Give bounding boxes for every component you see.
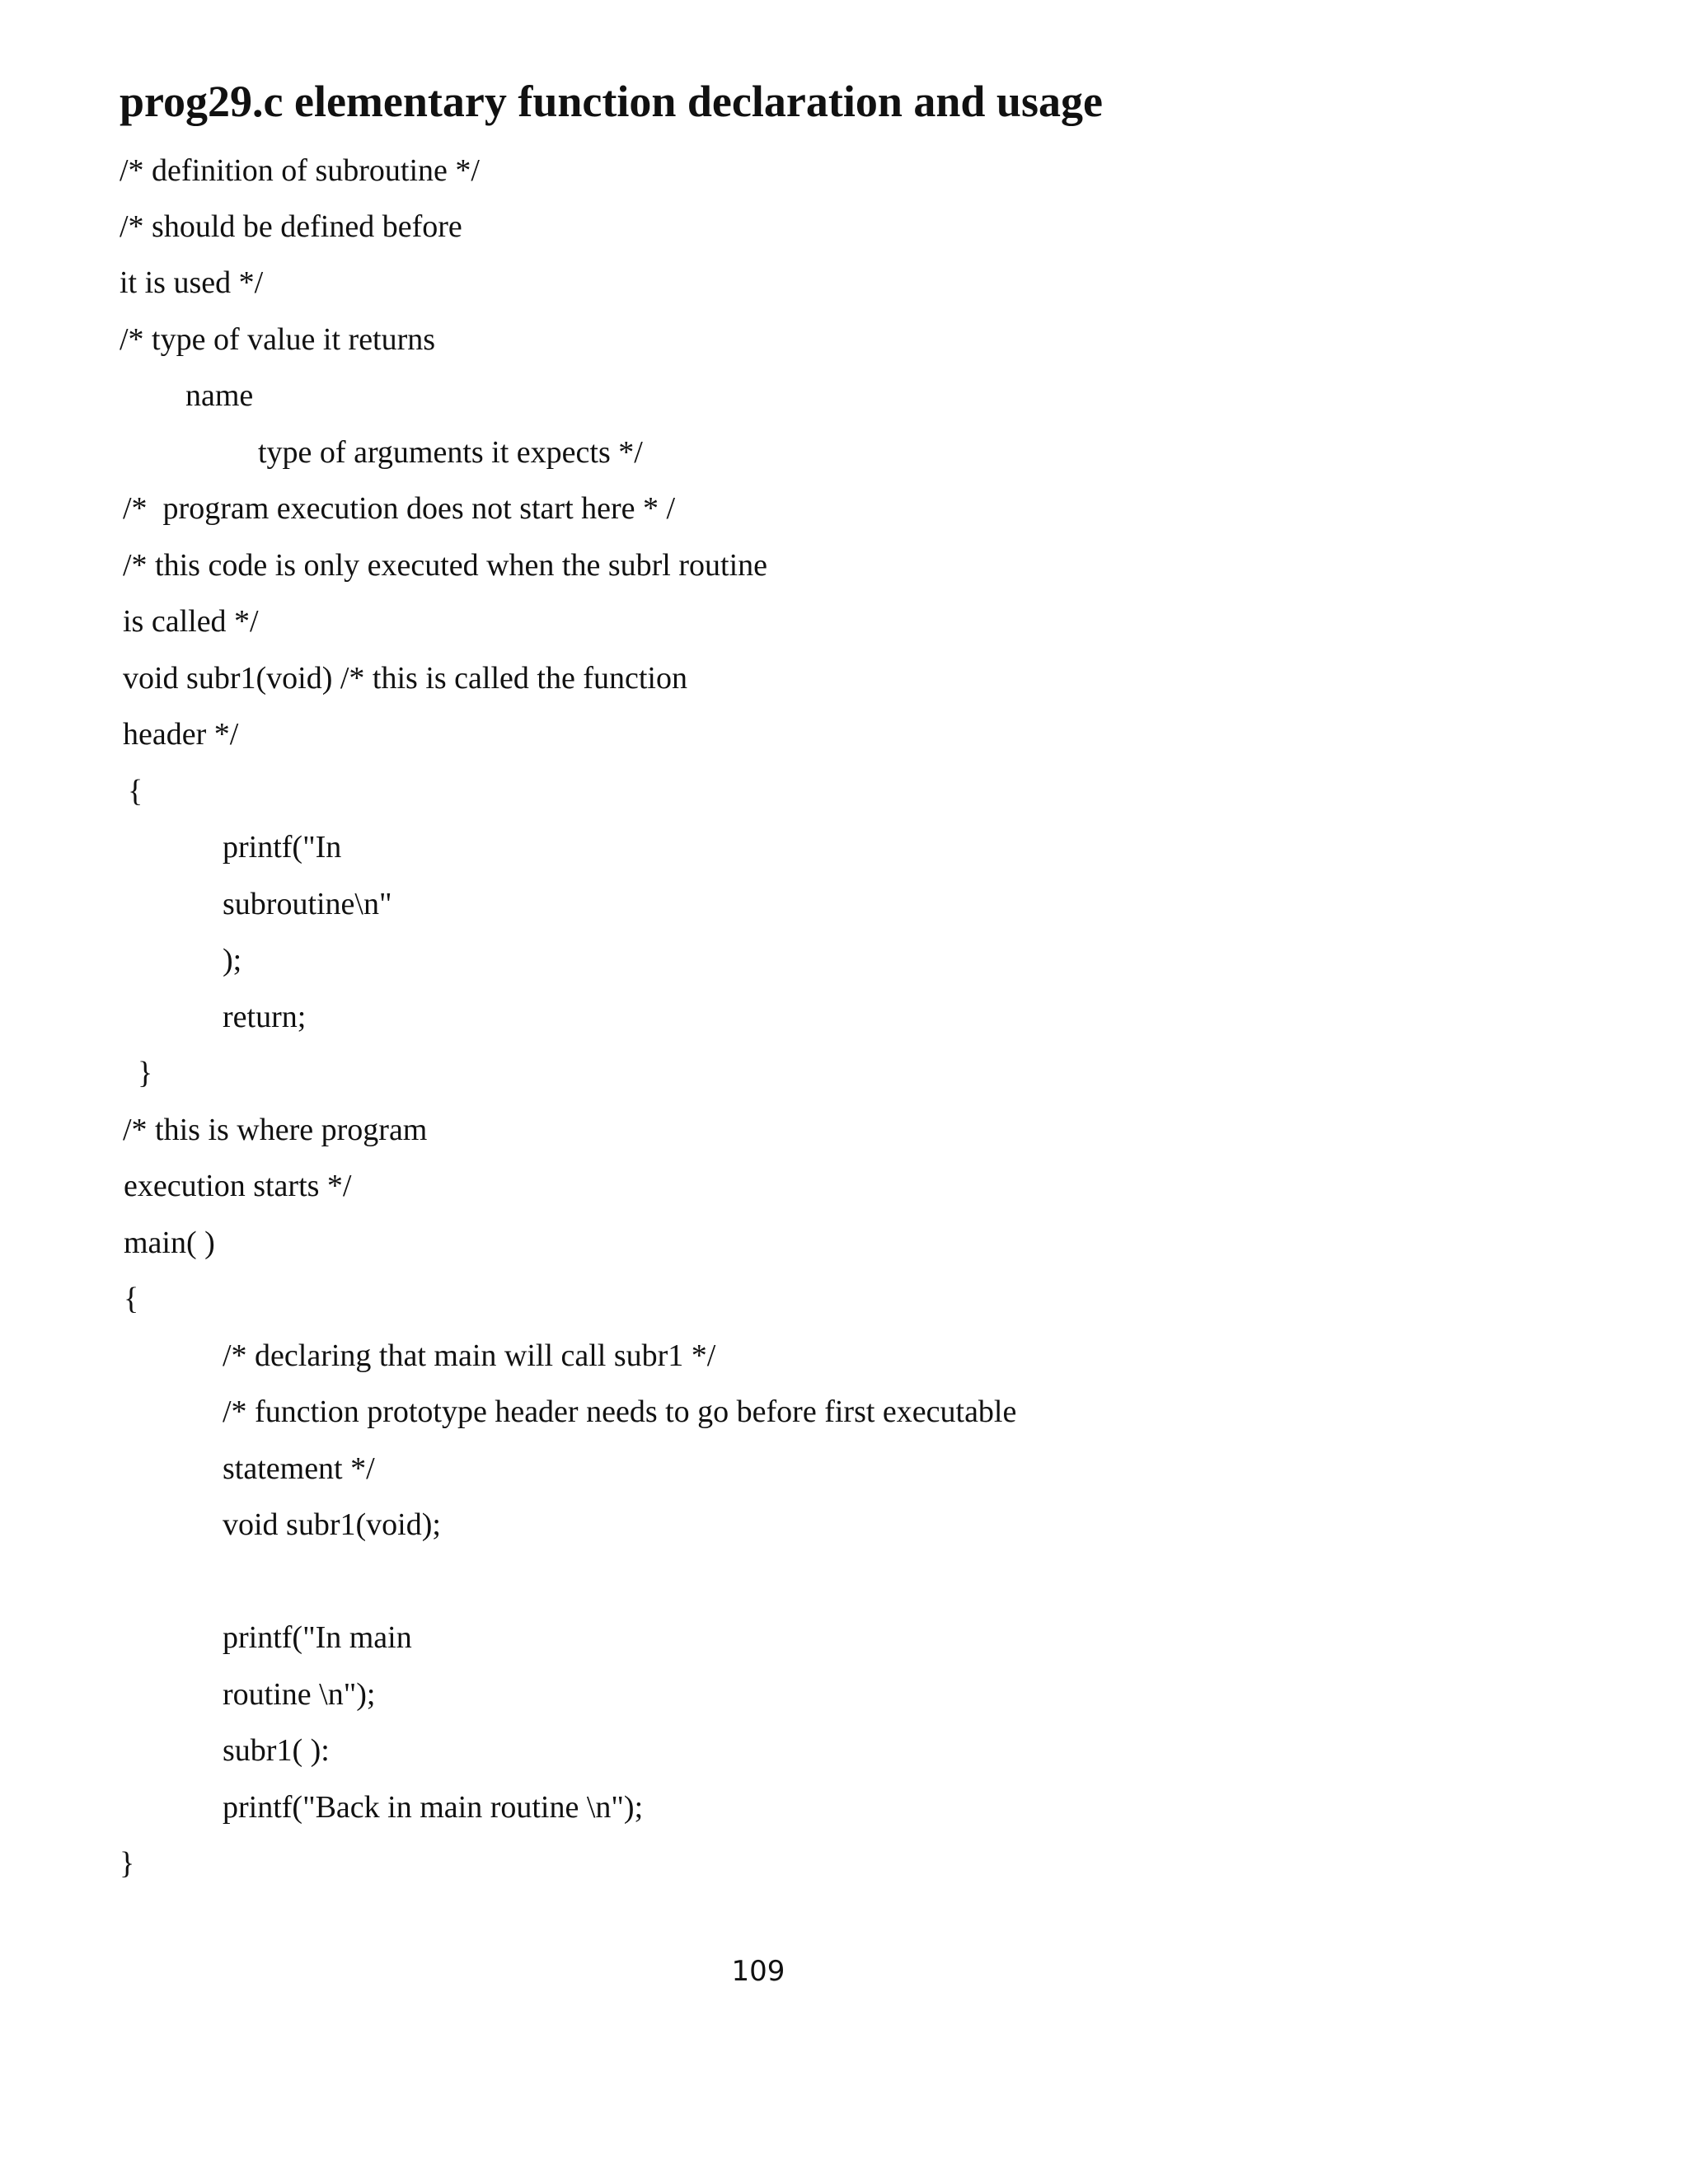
code-line-6: type of arguments it expects */ (258, 435, 643, 470)
code-line-3: it is used */ (120, 265, 264, 300)
code-line-27: routine \n"); (223, 1677, 376, 1712)
code-line-9: is called */ (123, 604, 259, 639)
code-line-19: execution starts */ (124, 1169, 352, 1203)
code-line-4: /* type of value it returns (120, 322, 436, 357)
document-title: prog29.c elementary function declaration and usage (120, 77, 1103, 126)
code-line-18: /* this is where program (123, 1113, 428, 1147)
code-line-8: /* this code is only executed when the subrl routine (123, 548, 767, 583)
code-line-28: subr1( ): (223, 1733, 330, 1768)
code-line-21: { (124, 1282, 139, 1316)
code-line-2: /* should be defined before (120, 209, 462, 244)
code-line-25: void subr1(void); (223, 1507, 441, 1542)
code-line-22: /* declaring that main will call subr1 */ (223, 1338, 716, 1373)
code-line-23: /* function prototype header needs to go before first executable (223, 1394, 1017, 1429)
code-line-20: main( ) (124, 1226, 215, 1260)
code-line-1: /* definition of subroutine */ (120, 153, 480, 188)
code-line-12: { (128, 774, 143, 808)
code-line-13: printf("In (223, 830, 342, 865)
code-line-17: } (138, 1056, 153, 1090)
code-line-7: /* program execution does not start here * / (123, 491, 676, 526)
code-line-11: header */ (123, 717, 239, 752)
code-line-15: ); (223, 943, 242, 977)
page-number: 109 (731, 1955, 785, 1988)
code-line-30: } (120, 1846, 135, 1881)
code-line-24: statement */ (223, 1451, 375, 1486)
code-line-14: subroutine\n" (223, 887, 392, 921)
code-line-16: return; (223, 1000, 307, 1034)
code-line-29: printf("Back in main routine \n"); (223, 1790, 644, 1825)
code-line-5: name (185, 378, 254, 413)
code-line-26: printf("In main (223, 1620, 412, 1655)
code-line-10: void subr1(void) /* this is called the function (123, 661, 687, 696)
